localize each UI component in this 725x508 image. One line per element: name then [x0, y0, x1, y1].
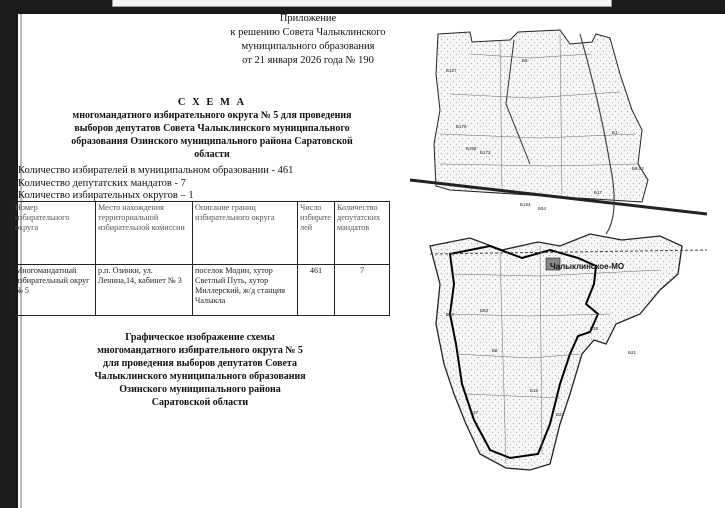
appendix-line: муниципального образования [241, 41, 375, 52]
caption-line: многомандатного избирательного округа № 5 [97, 345, 303, 356]
schema-heading [32, 96, 392, 161]
counts-block [18, 165, 398, 203]
map-label: Б179 [456, 124, 467, 129]
caption-line: Чалыклинского муниципального образования [94, 371, 306, 382]
schema-line: выборов депутатов Совета Чалыклинского муниципального [74, 123, 350, 134]
schema-line: образования Озинского муниципального района Саратовской [71, 136, 353, 147]
district-table [12, 201, 390, 316]
header-boundaries: Описание границ избирательного округа [193, 202, 298, 265]
map-label: Б17 [594, 190, 602, 195]
appendix-header [208, 12, 408, 68]
schema-line: области [194, 149, 230, 160]
appendix-line: к решению Совета Чалыклинского [230, 27, 386, 38]
settlement-label: Чалыклинское-МО [550, 262, 625, 271]
appendix-line: Приложение [279, 13, 337, 24]
map-label: Б37 [470, 410, 478, 415]
cell-district: Многомандатный избирательный округ № 5 [13, 265, 96, 316]
map-label: Б1 [612, 130, 618, 135]
map-label: Б21 [628, 350, 636, 355]
schema-line: многомандатного избирательного округа № 5 для проведения [72, 110, 352, 121]
map-label: Б8 [492, 348, 498, 353]
map-label: Б127 [446, 68, 457, 73]
caption-line: Графическое изображение схемы [125, 332, 275, 343]
caption-line: для проведения выборов депутатов Совета [103, 358, 297, 369]
table-header-row [13, 202, 390, 265]
map-label: Б8.02 [632, 166, 644, 171]
district-map-svg [410, 14, 707, 494]
voters-count: Количество избирателей в муниципальном образовании - 461 [18, 165, 294, 176]
map-label: Б8 [522, 58, 528, 63]
cell-commission: р.п. Озинки, ул. Ленина,14, кабинет № 3 [96, 265, 193, 316]
header-voters: Число избирате лей [298, 202, 335, 265]
map-label: Б47 [446, 312, 454, 317]
header-mandates: Количество депутатских мандатов [335, 202, 390, 265]
map-label: Б83 [480, 308, 488, 313]
cell-boundaries: поселок Модин, хутор Светлый Путь, хутор Миллерский, ж/д станция Чалыкла [193, 265, 298, 316]
district-map [410, 14, 707, 494]
map-label: Б15 [530, 388, 538, 393]
caption-line: Саратовской области [151, 397, 249, 408]
table-row [13, 265, 390, 316]
cell-mandates: 7 [335, 265, 390, 316]
map-label: Б173 [480, 150, 491, 155]
map-label: Б35 [590, 326, 598, 331]
mandates-count: Количество депутатских мандатов - 7 [18, 177, 186, 189]
cell-voters: 461 [298, 265, 335, 316]
map-label: Б54 [538, 206, 546, 211]
map-label: Б154 [520, 202, 531, 207]
header-commission: Место нахождения территориальной избирательной комиссии [96, 202, 193, 265]
map-label: Б22 [556, 412, 564, 417]
schema-title: С Х Е М А [177, 97, 247, 108]
caption-line: Озинского муниципального района [119, 384, 281, 395]
map-label: Б168 [466, 146, 477, 151]
districts-count: Количество избирательных округов – 1 [18, 190, 194, 201]
appendix-line: от 21 января 2026 года № 190 [242, 55, 374, 66]
previous-page-edge [112, 0, 612, 7]
graphic-caption [40, 331, 360, 409]
map-region-north [434, 30, 648, 202]
header-district: Номер избирательного округа [13, 202, 96, 265]
